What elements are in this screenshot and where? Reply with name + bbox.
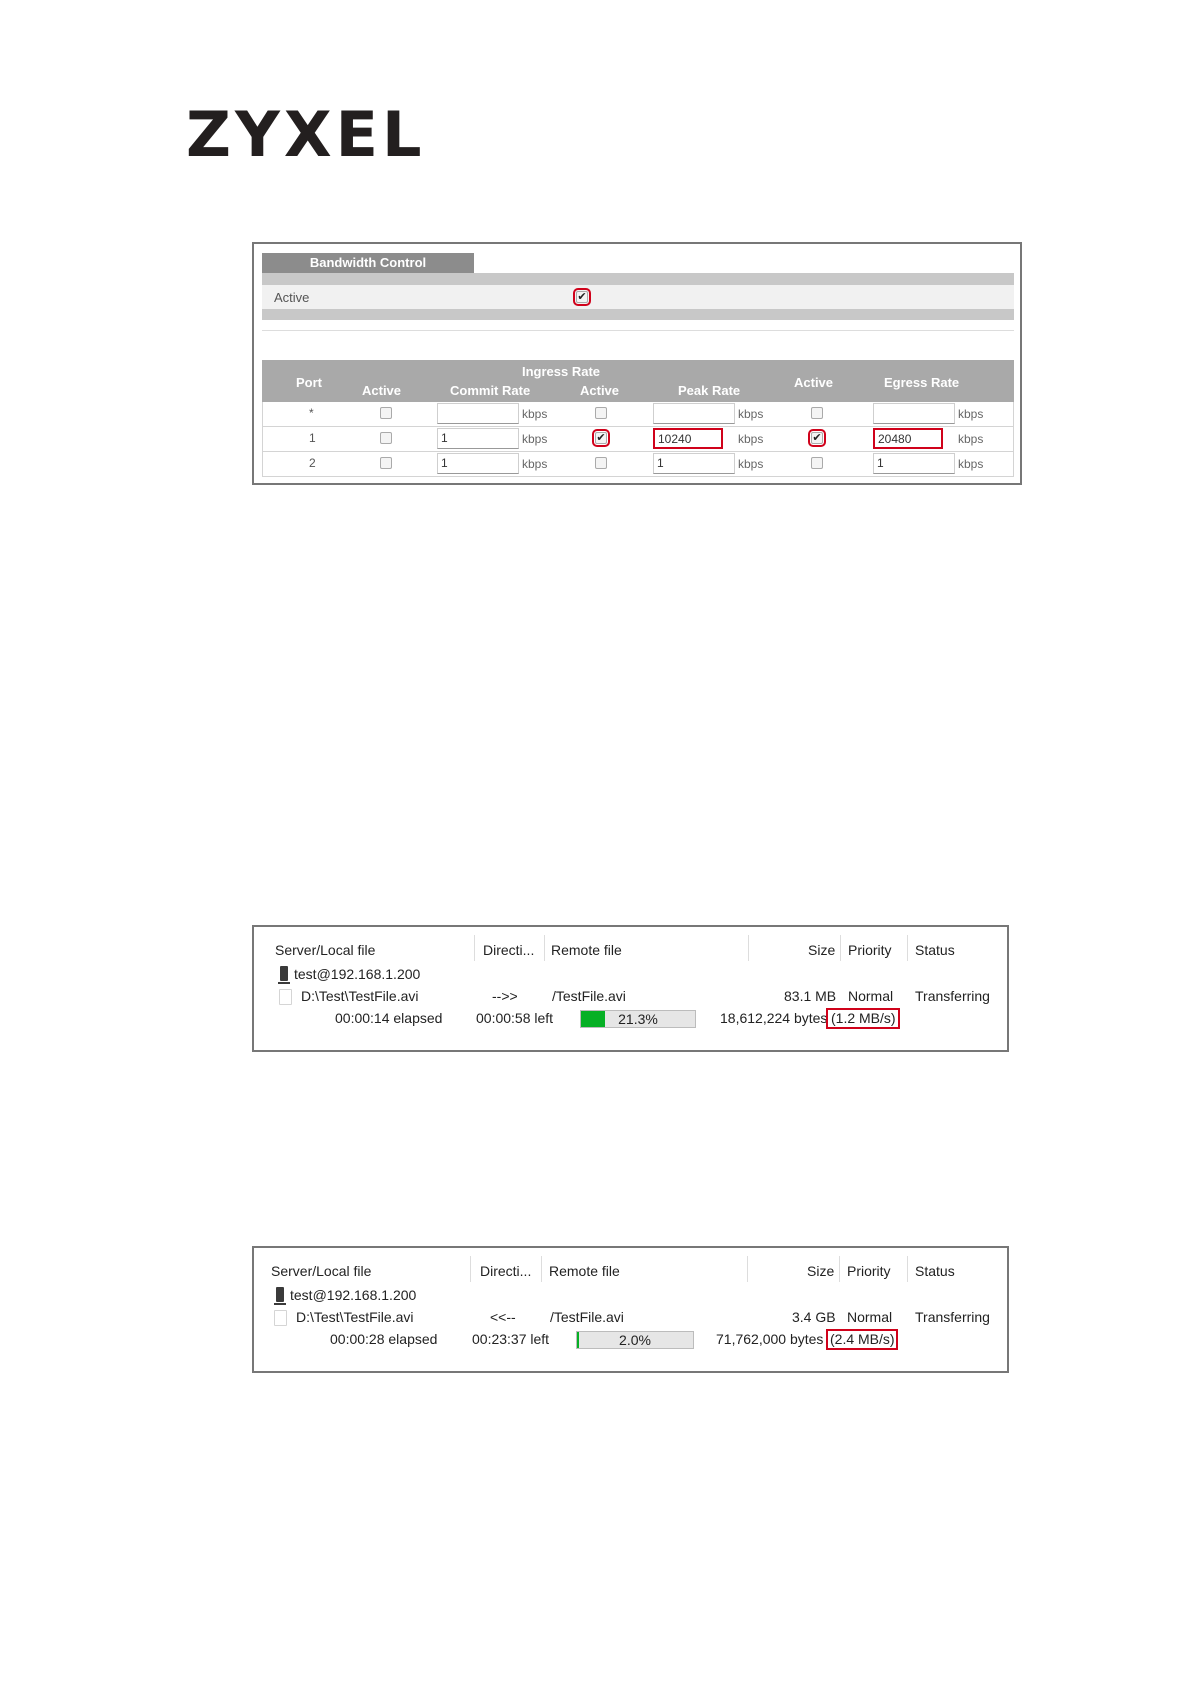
progress-label: 2.0%: [619, 1332, 651, 1348]
file-icon: [279, 989, 292, 1005]
column-separator: [747, 1256, 748, 1282]
local-file-path[interactable]: D:\Test\TestFile.avi: [301, 988, 419, 1004]
header-active: Active: [362, 383, 402, 398]
header-ingress-active: Active: [580, 383, 620, 398]
file-size: 3.4 GB: [792, 1309, 836, 1325]
ingress-active-checkbox[interactable]: [595, 457, 607, 469]
unit-label: kbps: [738, 407, 764, 421]
peak-rate-input[interactable]: 1: [653, 453, 735, 474]
header-size[interactable]: Size: [807, 1263, 835, 1279]
elapsed-time: 00:00:14 elapsed: [335, 1010, 443, 1026]
unit-label: kbps: [738, 457, 764, 471]
port-active-checkbox[interactable]: [380, 457, 392, 469]
header-remote-file[interactable]: Remote file: [549, 1263, 620, 1279]
direction-arrow: -->>: [492, 988, 518, 1004]
transfer-rate: (1.2 MB/s): [831, 1010, 896, 1026]
peak-rate-input[interactable]: [653, 403, 735, 424]
file-size: 83.1 MB: [784, 988, 837, 1004]
header-priority[interactable]: Priority: [848, 942, 892, 958]
column-separator: [840, 935, 841, 961]
priority-value: Normal: [848, 988, 894, 1004]
status-value: Transferring: [915, 1309, 990, 1325]
column-separator: [470, 1256, 471, 1282]
priority-value: Normal: [847, 1309, 893, 1325]
port-active-checkbox[interactable]: [380, 407, 392, 419]
global-active-row: [262, 285, 1014, 309]
header-status[interactable]: Status: [915, 1263, 955, 1279]
commit-rate-input[interactable]: 1: [437, 453, 519, 474]
table-header: [262, 360, 1014, 402]
bytes-transferred: 71,762,000 bytes: [716, 1331, 824, 1347]
server-address[interactable]: test@192.168.1.200: [294, 966, 421, 982]
remote-file-path: /TestFile.avi: [552, 988, 626, 1004]
unit-label: kbps: [958, 407, 984, 421]
port-cell: *: [309, 406, 314, 420]
header-bar: [262, 273, 1014, 285]
header-server-local-file[interactable]: Server/Local file: [275, 942, 376, 958]
port-cell: 1: [309, 431, 316, 445]
header-egress-active: Active: [794, 375, 834, 390]
table-row: [262, 427, 1014, 452]
transfer-queue-panel-download: [252, 1246, 1009, 1373]
global-active-checkbox[interactable]: ✔: [577, 291, 587, 303]
peak-rate-input[interactable]: 10240: [653, 428, 723, 449]
server-address[interactable]: test@192.168.1.200: [290, 1287, 417, 1303]
direction-arrow: <<--: [490, 1309, 516, 1325]
column-separator: [839, 1256, 840, 1282]
column-separator: [541, 1256, 542, 1282]
header-size[interactable]: Size: [808, 942, 836, 958]
header-port: Port: [296, 375, 322, 390]
time-left: 00:23:37 left: [472, 1331, 550, 1347]
header-peak-rate: Peak Rate: [678, 383, 741, 398]
table-row: [262, 452, 1014, 477]
header-commit-rate: Commit Rate: [450, 383, 531, 398]
port-cell: 2: [309, 456, 316, 470]
bandwidth-control-panel: [252, 242, 1022, 485]
commit-rate-input[interactable]: 1: [437, 428, 519, 449]
header-ingress-rate: Ingress Rate: [522, 364, 601, 379]
column-separator: [907, 1256, 908, 1282]
header-status[interactable]: Status: [915, 942, 955, 958]
transfer-rate: (2.4 MB/s): [830, 1331, 895, 1347]
column-separator: [907, 935, 908, 961]
server-icon: [276, 1287, 284, 1302]
commit-rate-input[interactable]: [437, 403, 519, 424]
transfer-queue-panel-upload: [252, 925, 1009, 1052]
elapsed-time: 00:00:28 elapsed: [330, 1331, 438, 1347]
header-direction[interactable]: Directi...: [483, 942, 535, 958]
server-icon: [280, 966, 288, 981]
egress-active-checkbox[interactable]: ✔: [812, 432, 822, 444]
zyxel-logo: ZYXEL: [186, 98, 426, 171]
egress-rate-input[interactable]: [873, 403, 955, 424]
header-priority[interactable]: Priority: [847, 1263, 891, 1279]
egress-rate-input[interactable]: 1: [873, 453, 955, 474]
egress-rate-input[interactable]: 20480: [873, 428, 943, 449]
section-title: Bandwidth Control: [262, 253, 474, 273]
divider: [262, 330, 1014, 331]
unit-label: kbps: [522, 457, 548, 471]
status-value: Transferring: [915, 988, 990, 1004]
remote-file-path: /TestFile.avi: [550, 1309, 624, 1325]
footer-bar: [262, 309, 1014, 320]
port-active-checkbox[interactable]: [380, 432, 392, 444]
column-separator: [544, 935, 545, 961]
unit-label: kbps: [958, 432, 984, 446]
column-separator: [474, 935, 475, 961]
unit-label: kbps: [522, 432, 548, 446]
progress-label: 21.3%: [618, 1011, 658, 1027]
ingress-active-checkbox[interactable]: [595, 407, 607, 419]
local-file-path[interactable]: D:\Test\TestFile.avi: [296, 1309, 414, 1325]
header-remote-file[interactable]: Remote file: [551, 942, 622, 958]
header-egress-rate: Egress Rate: [884, 375, 960, 390]
unit-label: kbps: [522, 407, 548, 421]
column-separator: [748, 935, 749, 961]
unit-label: kbps: [958, 457, 984, 471]
bytes-transferred: 18,612,224 bytes: [720, 1010, 828, 1026]
egress-active-checkbox[interactable]: [811, 407, 823, 419]
file-icon: [274, 1310, 287, 1326]
global-active-label: Active: [274, 290, 310, 305]
progress-bar: [576, 1331, 694, 1349]
egress-active-checkbox[interactable]: [811, 457, 823, 469]
progress-bar: [580, 1010, 696, 1028]
unit-label: kbps: [738, 432, 764, 446]
header-server-local-file[interactable]: Server/Local file: [271, 1263, 372, 1279]
ingress-active-checkbox[interactable]: ✔: [596, 432, 606, 444]
table-row: [262, 402, 1014, 427]
header-direction[interactable]: Directi...: [480, 1263, 532, 1279]
time-left: 00:00:58 left: [476, 1010, 554, 1026]
